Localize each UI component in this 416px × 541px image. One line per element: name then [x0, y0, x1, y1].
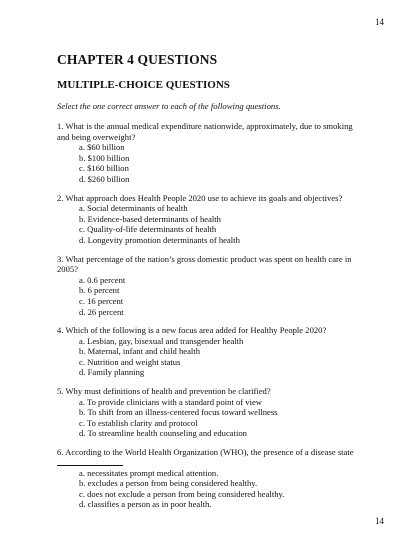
answer-option: b. To shift from an illness-centered focus toward wellness: [79, 407, 278, 418]
answer-option: b. $100 billion: [79, 152, 130, 163]
instructions: Select the one correct answer to each of the following questions.: [57, 101, 281, 111]
question-text: 2. What approach does Health People 2020 use to achieve its goals and objectives?: [57, 192, 343, 203]
answer-option: c. To establish clarity and protocol: [79, 417, 198, 428]
answer-options: [57, 336, 362, 378]
answer-option: c. Nutrition and weight status: [79, 356, 181, 367]
page-content: [57, 52, 362, 510]
question-text: 4. Which of the following is a new focus area added for Healthy People 2020?: [57, 325, 327, 336]
answer-option: d. $260 billion: [79, 173, 130, 184]
question-text: 5. Why must definitions of health and prevention be clarified?: [57, 386, 271, 397]
answer-option: b. Evidence-based determinants of health: [79, 213, 221, 224]
question-4: [57, 325, 362, 378]
footnote-divider: [57, 465, 123, 466]
page-number-top: 14: [375, 17, 384, 27]
answer-options: [57, 468, 362, 510]
answer-options: [57, 203, 362, 245]
answer-option: d. Family planning: [79, 367, 145, 378]
answer-options: [57, 397, 362, 439]
question-2: [57, 193, 362, 246]
answer-option: b. 6 percent: [79, 285, 120, 296]
question-1: [57, 121, 362, 185]
answer-option: a. necessitates prompt medical attention.: [79, 467, 219, 478]
question-text: 6. According to the World Health Organization (WHO), the presence of a disease state: [57, 447, 354, 458]
answer-option: c. Quality-of-life determinants of health: [79, 224, 217, 235]
question-6: [57, 447, 362, 510]
answer-options: [57, 275, 362, 317]
answer-option: a. Lesbian, gay, bisexual and transgender health: [79, 335, 244, 346]
answer-options: [57, 142, 362, 184]
answer-option: b. excludes a person from being considered healthy.: [79, 478, 258, 489]
answer-option: c. $160 billion: [79, 163, 129, 174]
section-title: MULTIPLE-CHOICE QUESTIONS: [57, 79, 230, 91]
question-5: [57, 386, 362, 439]
answer-option: a. Social determinants of health: [79, 203, 188, 214]
answer-option: d. 26 percent: [79, 306, 124, 317]
question-text: 1. What is the annual medical expenditure nationwide, approximately, due to smoking and being overweight?: [57, 121, 353, 142]
page-number-bottom: 14: [375, 516, 384, 526]
question-3: [57, 254, 362, 318]
answer-option: b. Maternal, infant and child health: [79, 346, 200, 357]
answer-option: d. To streamline health counseling and education: [79, 428, 247, 439]
answer-option: c. 16 percent: [79, 295, 124, 306]
answer-option: a. $60 billion: [79, 142, 125, 153]
chapter-title: CHAPTER 4 QUESTIONS: [57, 52, 218, 67]
answer-option: d. classifies a person as in poor health.: [79, 499, 212, 510]
answer-option: c. does not exclude a person from being considered healthy.: [79, 488, 285, 499]
answer-option: a. 0.6 percent: [79, 274, 126, 285]
answer-option: a. To provide clinicians with a standard point of view: [79, 396, 263, 407]
answer-option: d. Longevity promotion determinants of health: [79, 234, 240, 245]
question-text: 3. What percentage of the nation’s gross domestic product was spent on health care in 2005?: [57, 253, 352, 275]
